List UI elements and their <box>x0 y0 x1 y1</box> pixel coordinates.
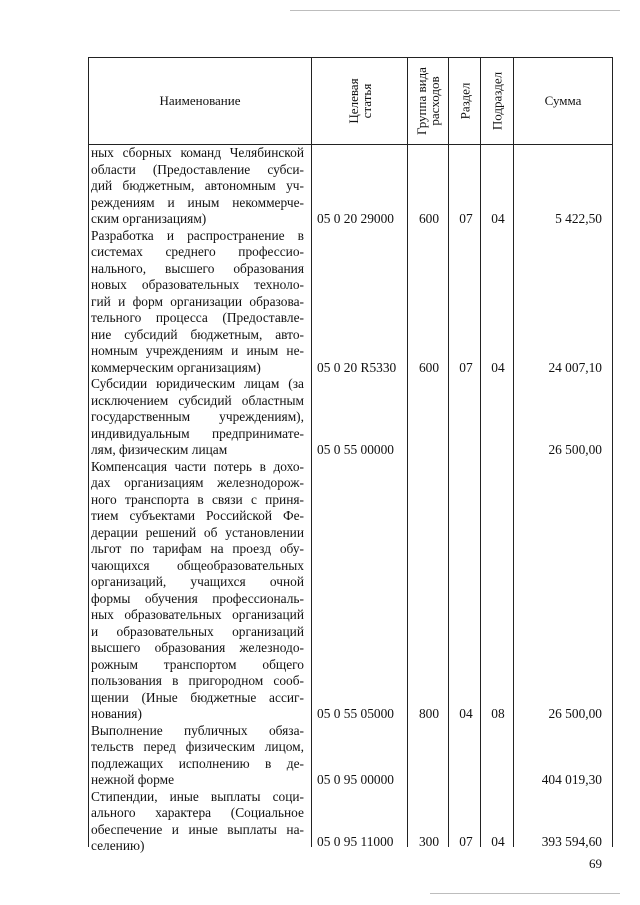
row-name-line: рожным транспортом общего <box>91 656 304 672</box>
row-name-line: щении (Иные бюджетные ассиг- <box>91 689 304 705</box>
row-subsection: 04 <box>491 211 505 226</box>
header-name-cell <box>89 58 311 144</box>
row-name-line: подлежащих исполнению в де- <box>91 755 304 771</box>
header-group-cell <box>408 58 448 144</box>
row-name-line: гий и форм организации образова- <box>91 293 304 309</box>
row-name-line: дах организациям железнодорож- <box>91 475 304 490</box>
header-name: Наименование <box>159 93 241 108</box>
row-name <box>91 789 304 855</box>
row-name-line: ного транспорта в связи с приня- <box>91 491 304 507</box>
row-name-line: дерации решений об установлении <box>91 524 304 540</box>
page-bottom-rule <box>430 893 620 894</box>
row-section: 07 <box>459 359 473 375</box>
row-name-line: нежной форме <box>91 772 175 787</box>
row-sum: 5 422,50 <box>555 211 602 226</box>
row-name <box>91 723 304 789</box>
column-divider <box>448 57 449 847</box>
row-code: 05 0 20 29000 <box>317 211 394 226</box>
header-subsection-cell <box>481 58 513 144</box>
row-name <box>91 459 304 723</box>
column-divider <box>513 57 514 847</box>
row-name-line: индивидуальным предпринимате- <box>91 425 304 441</box>
row-subsection: 04 <box>491 359 505 375</box>
row-name <box>91 228 304 377</box>
header-section-cell <box>449 58 480 144</box>
row-name-line: чающихся общеобразовательных <box>91 557 304 573</box>
row-name-line: нования) <box>91 706 142 721</box>
row-name-line: обеспечение и иные выплаты на- <box>91 821 304 837</box>
row-group: 800 <box>418 706 440 721</box>
row-name-line: системах среднего профессио- <box>91 244 304 259</box>
row-name-line: высшего образования железнодо- <box>91 640 304 655</box>
row-name-line: реждениям и иным некоммерче- <box>91 194 304 210</box>
header-code: Целевая статья <box>345 78 374 124</box>
page-number: 69 <box>589 856 602 871</box>
row-group: 300 <box>418 833 440 849</box>
row-name-line: ским организациям) <box>91 211 207 226</box>
row-sum: 404 019,30 <box>541 772 602 787</box>
row-code: 05 0 55 00000 <box>317 442 394 457</box>
row-name-line: организаций, учащихся очной <box>91 574 304 589</box>
row-name-line: лям, физическим лицам <box>91 442 228 457</box>
row-name-line: исключением субсидий областным <box>91 392 304 408</box>
row-name-line: селению) <box>91 838 145 853</box>
row-sum: 26 500,00 <box>548 442 602 457</box>
row-name-line: Выполнение публичных обяза- <box>91 722 304 738</box>
budget-table <box>88 57 613 853</box>
row-subsection: 08 <box>491 706 505 721</box>
header-sum: Сумма <box>544 93 582 108</box>
row-name-line: льгот по тарифам на проезд обу- <box>91 541 304 556</box>
row-name <box>91 145 304 228</box>
column-divider <box>311 57 312 847</box>
row-name-line: тельств перед физическим лицом, <box>91 739 304 754</box>
row-name-line: Стипендии, иные выплаты соци- <box>91 788 304 804</box>
row-name-line: тием субъектами Российской Фе- <box>91 508 304 523</box>
row-group: 600 <box>418 359 440 375</box>
row-code: 05 0 55 05000 <box>317 706 394 721</box>
row-name-line: Субсидии юридическим лицам (за <box>91 376 304 391</box>
header-code-cell <box>312 58 407 144</box>
row-sum: 24 007,10 <box>548 359 602 375</box>
row-code: 05 0 95 11000 <box>317 833 394 849</box>
row-name-line: новых образовательных техноло- <box>91 277 304 292</box>
row-name-line: пользования в пригородном сооб- <box>91 673 304 688</box>
row-sum: 393 594,60 <box>541 833 602 849</box>
header-section: Раздел <box>457 82 472 120</box>
row-code: 05 0 20 R5330 <box>317 359 397 375</box>
row-subsection: 04 <box>491 833 505 849</box>
row-name-line: нального, высшего образования <box>91 260 304 276</box>
row-name-line: ние субсидий бюджетным, авто- <box>91 326 304 342</box>
row-name-line: и образовательных организаций <box>91 623 304 639</box>
row-code: 05 0 95 00000 <box>317 772 394 787</box>
row-name-line: ального характера (Социальное <box>91 805 304 820</box>
row-name <box>91 376 304 459</box>
row-name-line: государственным учреждениям), <box>91 409 304 424</box>
row-group: 600 <box>418 211 440 226</box>
row-name-line: Компенсация части потерь в дохо- <box>91 458 304 474</box>
header-subsection: Подраздел <box>489 71 505 131</box>
row-name-line: области (Предоставление субси- <box>91 161 304 177</box>
row-section: 07 <box>459 211 473 226</box>
header-sum-cell <box>514 58 612 144</box>
column-divider <box>480 57 481 847</box>
row-sum: 26 500,00 <box>548 706 602 721</box>
row-name-line: формы обучения профессиональ- <box>91 590 304 606</box>
row-section: 07 <box>459 833 473 849</box>
header-group: Группа вида расходов <box>414 67 442 135</box>
row-name-line: ных сборных команд Челябинской <box>91 145 304 160</box>
row-section: 04 <box>459 706 473 721</box>
row-name-line: коммерческим организациям) <box>91 359 261 375</box>
row-name-line: номным учреждениям и иным не- <box>91 343 304 358</box>
row-name-line: дий бюджетным, автономным уч- <box>91 178 304 193</box>
row-name-line: тельного процесса (Предоставле- <box>91 310 304 325</box>
row-name-line: Разработка и распространение в <box>91 227 304 243</box>
page-top-rule <box>290 10 620 11</box>
row-name-line: ных образовательных организаций <box>91 607 304 622</box>
column-divider <box>407 57 408 847</box>
